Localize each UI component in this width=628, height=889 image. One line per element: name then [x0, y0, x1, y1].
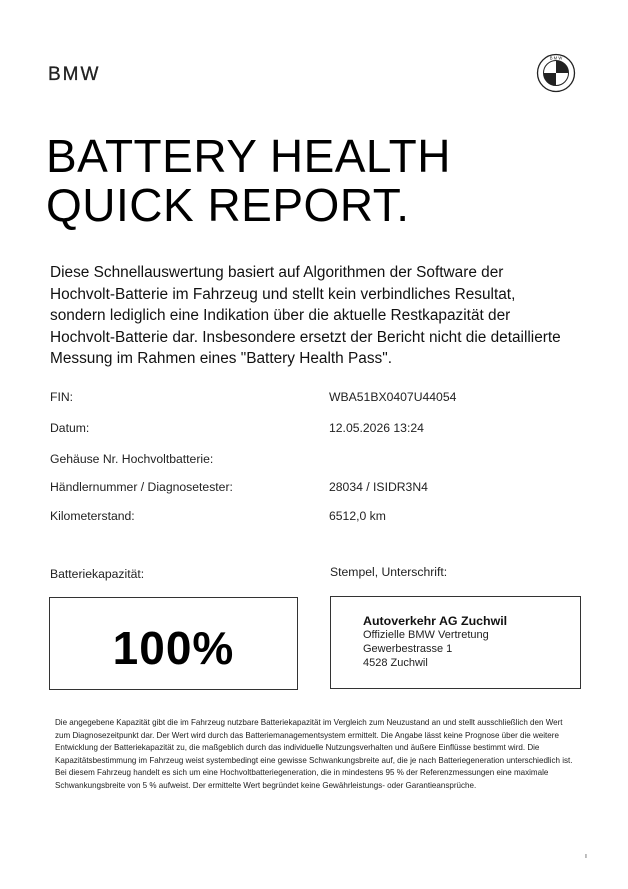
- field-label: Datum:: [50, 421, 90, 435]
- field-value: WBA51BX0407U44054: [329, 390, 457, 404]
- field-label: Händlernummer / Diagnosetester:: [50, 480, 233, 494]
- capacity-box: [49, 597, 298, 690]
- intro-paragraph: Diese Schnellauswertung basiert auf Algorithmen der Software der Hochvolt-Batterie im Fahrzeug und stellt kein verbindliches Resultat, sondern lediglich eine Indikation über die aktuelle Restkapazität der Hochvolt-Batterie dar. Insbesondere ersetzt der Bericht nicht die detaillierte Messung im Rahmen eines "Battery Health Pass".: [50, 264, 561, 367]
- field-label: Gehäuse Nr. Hochvoltbatterie:: [50, 452, 214, 466]
- dealer-name: Autoverkehr AG Zuchwil: [363, 614, 508, 628]
- field-label: Kilometerstand:: [50, 509, 135, 523]
- title-line-2: QUICK REPORT.: [46, 179, 410, 231]
- field-value: 6512,0 km: [329, 509, 386, 523]
- dealer-line: Offizielle BMW Vertretung: [363, 629, 489, 641]
- dealer-line: Gewerbestrasse 1: [363, 643, 453, 655]
- dealer-line: 4528 Zuchwil: [363, 657, 428, 669]
- field-value: 28034 / ISIDR3N4: [329, 480, 428, 494]
- disclaimer-footnote: Die angegebene Kapazität gibt die im Fahrzeug nutzbare Batteriekapazität im Vergleich zum Neuzustand an und stellt ausschließlich den Wert zum Diagnosezeitpunkt dar. Der Wert wird durch das Batteriemanagementsystem ermittelt. Die Angabe lässt keine Prognose über die weitere Entwicklung der Batteriekapazität zu, die maßgeblich durch das individuelle Nutzungsverhalten und äußere Einflüsse bestimmt wird. Die Kapazitätsbestimmung im Fahrzeug weist systembedingt eine gewisse Schwankungsbreite auf, die je nach Batteriegeneration unterschiedlich ist. Bei diesem Fahrzeug handelt es sich um eine Hochvoltbatteriegeneration, die in mindestens 95 % der Referenzmessungen eine maximale Schwankungsbreite von 5 % aufweist. Der ermittelte Wert begründet keine Gewährleistungs- oder Garantieansprüche.: [55, 718, 573, 790]
- field-label: FIN:: [50, 390, 74, 404]
- capacity-label: Batteriekapazität:: [50, 567, 145, 581]
- brand-wordmark: BMW: [48, 64, 101, 85]
- field-value: 12.05.2026 13:24: [329, 421, 424, 435]
- bmw-roundel-icon: [536, 53, 576, 93]
- capacity-value: 100%: [112, 622, 235, 674]
- dealer-stamp-box: [330, 596, 581, 689]
- stamp-label: Stempel, Unterschrift:: [330, 565, 448, 579]
- svg-text:B M W: B M W: [549, 55, 563, 61]
- page-corner-mark: ı: [585, 853, 587, 860]
- title-line-1: BATTERY HEALTH: [46, 130, 451, 182]
- report-title: [46, 132, 606, 230]
